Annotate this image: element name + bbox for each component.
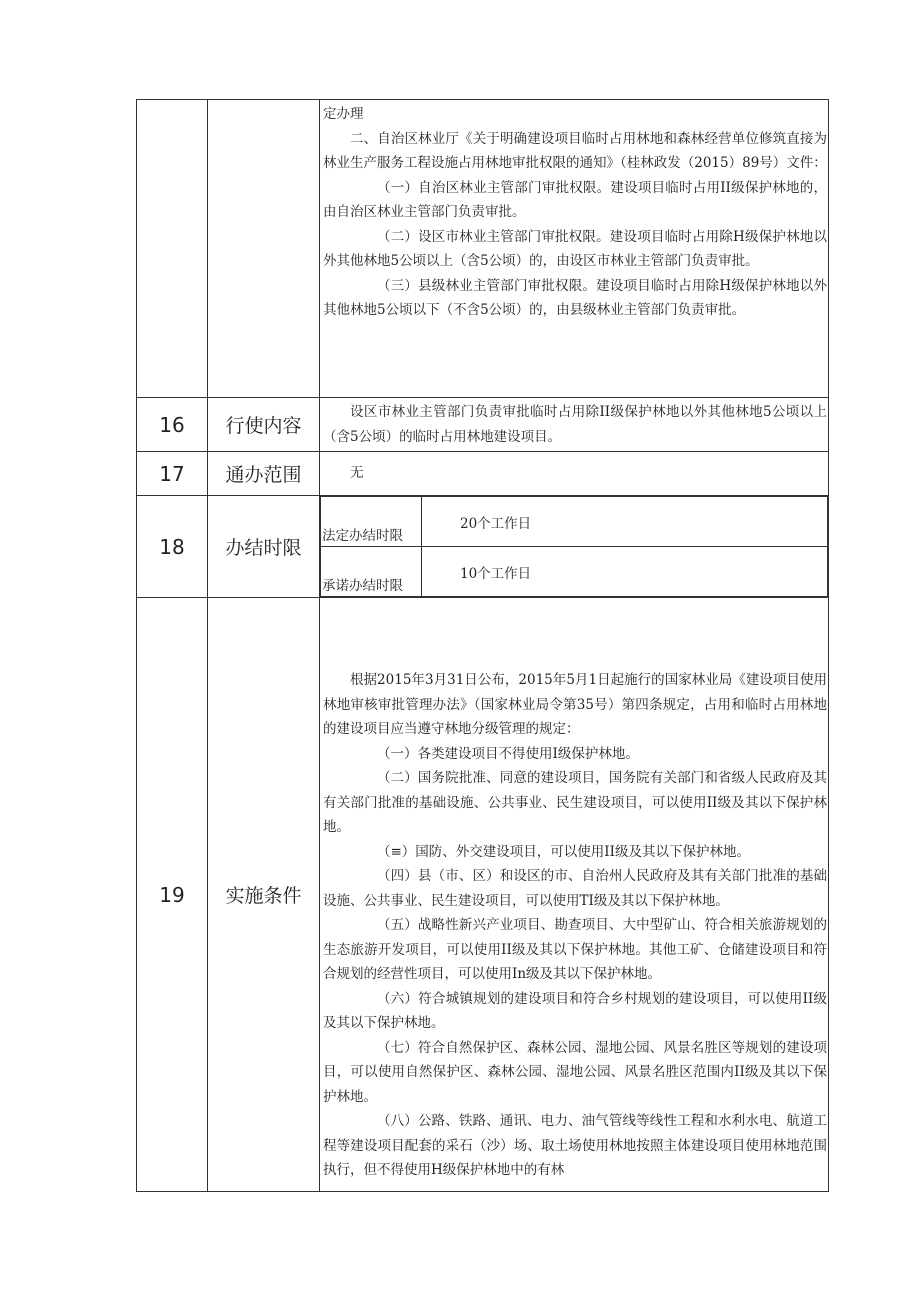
promise-deadline-value: 10个工作日 — [422, 547, 828, 597]
content-paragraph: 二、自治区林业厅《关于明确建设项目临时占用林地和森林经营单位修筑直接为林业生产服务工程设施占用林地审批权限的通知》（桂林政发（2015）89号）文件： — [323, 130, 827, 171]
content-paragraph: （六）符合城镇规划的建设项目和符合乡村规划的建设项目，可以使用II级及其以下保护林地。 — [323, 990, 827, 1031]
row-number: 16 — [137, 398, 208, 452]
promise-deadline-label: 承诺办结时限 — [321, 547, 422, 597]
content-paragraph: （≡）国防、外交建设项目，可以使用II级及其以下保护林地。 — [377, 843, 750, 860]
row-18 — [137, 496, 829, 598]
row-label: 行使内容 — [208, 398, 320, 452]
row-number: 17 — [137, 452, 208, 496]
row-17 — [137, 452, 829, 496]
content-paragraph: （三）县级林业主管部门审批权限。建设项目临时占用除H级保护林地以外其他林地5公顷以下（不含5公顷）的，由县级林业主管部门负责审批。 — [323, 277, 827, 318]
content-paragraph: （一）各类建设项目不得使用I级保护林地。 — [377, 745, 639, 762]
row-content — [320, 598, 829, 1192]
row-label: 办结时限 — [208, 496, 320, 598]
continuation-content — [320, 100, 829, 398]
continuation-label-cell — [208, 100, 320, 398]
row-content — [320, 452, 829, 496]
content-paragraph: （一）自治区林业主管部门审批权限。建设项目临时占用II级保护林地的，由自治区林业主管部门负责审批。 — [323, 179, 827, 220]
content-paragraph: 无 — [350, 465, 364, 482]
item-table — [136, 99, 829, 1192]
row-label: 通办范围 — [208, 452, 320, 496]
content-paragraph: （二）国务院批准、同意的建设项目，国务院有关部门和省级人民政府及其有关部门批准的基础设施、公共事业、民生建设项目，可以使用II级及其以下保护林地。 — [323, 770, 827, 835]
deadline-subtable — [320, 496, 828, 597]
content-paragraph: （二）设区市林业主管部门审批权限。建设项目临时占用除H级保护林地以外其他林地5公顷以上（含5公顷）的，由设区市林业主管部门负责审批。 — [323, 228, 827, 269]
legal-deadline-value: 20个工作日 — [422, 497, 828, 547]
row-content — [320, 398, 829, 452]
row-16 — [137, 398, 829, 452]
content-paragraph: （七）符合自然保护区、森林公园、湿地公园、风景名胜区等规划的建设项目，可以使用自然保护区、森林公园、湿地公园、风景名胜区范围内II级及其以下保护林地。 — [323, 1039, 827, 1105]
row-label: 实施条件 — [208, 598, 320, 1192]
content-paragraph: （四）县（市、区）和设区的市、自治州人民政府及其有关部门批准的基础设施、公共事业、民生建设项目，可以使用TI级及其以下保护林地。 — [323, 868, 827, 909]
content-paragraph: 根据2015年3月31日公布，2015年5月1日起施行的国家林业局《建设项目使用林地审核审批管理办法》（国家林业局令第35号）第四条规定，占用和临时占用林地的建设项目应当遵守林地分级管理的规定： — [323, 672, 827, 737]
legal-deadline-label: 法定办结时限 — [321, 497, 422, 547]
continuation-row — [137, 100, 829, 398]
continuation-num-cell — [137, 100, 208, 398]
deadline-cell — [320, 496, 829, 598]
row-19 — [137, 598, 829, 1192]
content-line: 定办理 — [323, 106, 364, 122]
row-number: 18 — [137, 496, 208, 598]
content-paragraph: （五）战略性新兴产业项目、勘查项目、大中型矿山、符合相关旅游规划的生态旅游开发项目，可以使用II级及其以下保护林地。其他工矿、仓储建设项目和符合规划的经营性项目，可以使用In级及其以下保护林地。 — [323, 917, 827, 982]
row-number: 19 — [137, 598, 208, 1192]
content-paragraph: 设区市林业主管部门负责审批临时占用除II级保护林地以外其他林地5公顷以上（含5公顷）的临时占用林地建设项目。 — [323, 404, 827, 445]
content-paragraph: （八）公路、铁路、通讯、电力、油气管线等线性工程和水利水电、航道工程等建设项目配套的采石（沙）场、取土场使用林地按照主体建设项目使用林地范围执行，但不得使用H级保护林地中的有林 — [323, 1113, 827, 1178]
